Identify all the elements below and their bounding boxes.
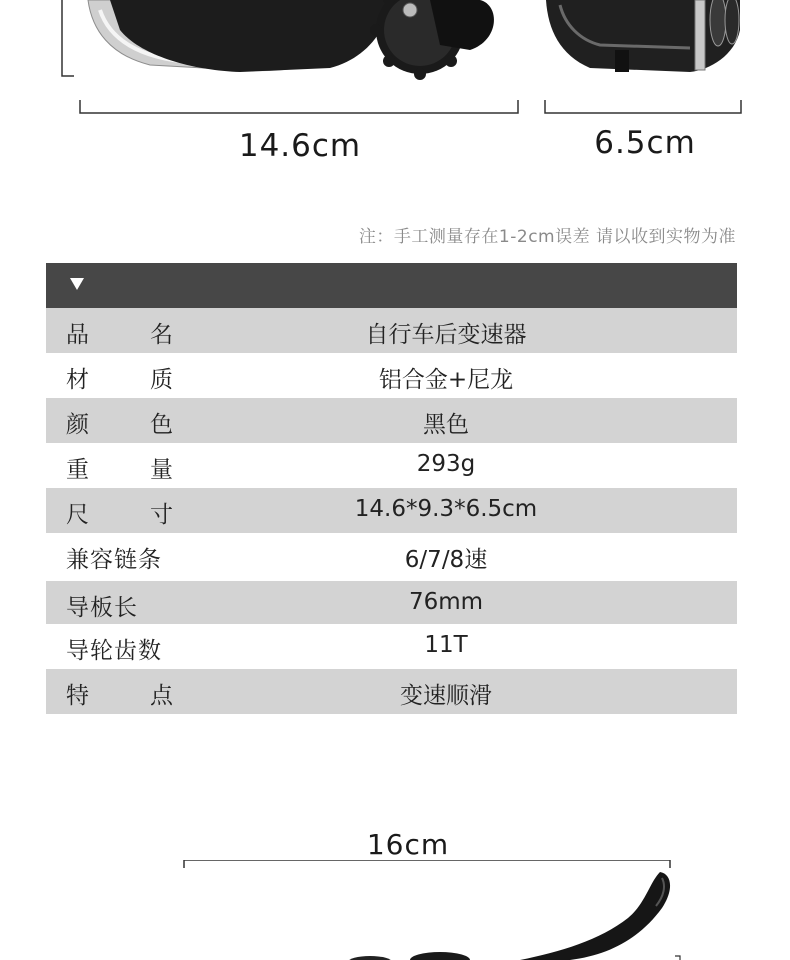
- spec-label-char-1: 尺: [66, 502, 89, 528]
- spec-label: 导轮齿数: [66, 638, 162, 664]
- measurement-note: 注：手工测量存在1-2cm误差 请以收到实物为准: [358, 227, 736, 247]
- spec-label-char-1: 颜: [66, 412, 89, 438]
- spec-label-char-1: 品: [66, 322, 89, 348]
- spec-row-size: [46, 488, 737, 533]
- spec-label: 兼容链条: [66, 547, 162, 573]
- spec-table-header: [46, 263, 737, 308]
- spec-label-char-2: 量: [150, 457, 173, 483]
- spec-label-char-1: 特: [66, 683, 89, 709]
- length-dimension-label: 14.6cm: [238, 128, 362, 164]
- spec-label-char-2: 名: [150, 322, 173, 348]
- spec-label-char-2: 质: [150, 367, 173, 393]
- spec-row-color: [46, 398, 737, 443]
- spec-value: 黑色: [423, 412, 469, 438]
- triangle-down-icon: [70, 278, 84, 290]
- spec-table: [46, 308, 737, 714]
- spec-row-weight: [46, 443, 737, 488]
- spec-label: 导板长: [66, 595, 138, 621]
- spec-value: 铝合金+尼龙: [378, 367, 514, 393]
- spec-label-char-2: 寸: [150, 502, 173, 528]
- width-dimension-label: 6.5cm: [594, 125, 696, 161]
- spec-label-char-2: 点: [150, 683, 173, 709]
- lever-dimension-label: 16cm: [366, 828, 450, 861]
- spec-value: 自行车后变速器: [365, 322, 527, 348]
- derailleur-photo-top: [0, 0, 790, 90]
- spec-row-feature: [46, 669, 737, 714]
- spec-label-char-1: 材: [66, 367, 89, 393]
- lever-photo-bottom: [0, 860, 790, 960]
- dimension-lines-top: [0, 98, 790, 118]
- spec-row-compatible-chain: [46, 533, 737, 581]
- spec-value: 6/7/8速: [404, 547, 488, 573]
- spec-value: 变速顺滑: [400, 683, 492, 709]
- spec-label-char-1: 重: [66, 457, 89, 483]
- spec-value: 14.6*9.3*6.5cm: [354, 496, 538, 522]
- spec-value: 76mm: [408, 589, 484, 615]
- spec-label-char-2: 色: [150, 412, 173, 438]
- spec-row-pulley-teeth: [46, 624, 737, 669]
- spec-row-guide-plate: [46, 581, 737, 624]
- spec-row-material: [46, 353, 737, 398]
- spec-value: 11T: [424, 632, 468, 658]
- spec-value: 293g: [416, 451, 476, 477]
- spec-row-name: [46, 308, 737, 353]
